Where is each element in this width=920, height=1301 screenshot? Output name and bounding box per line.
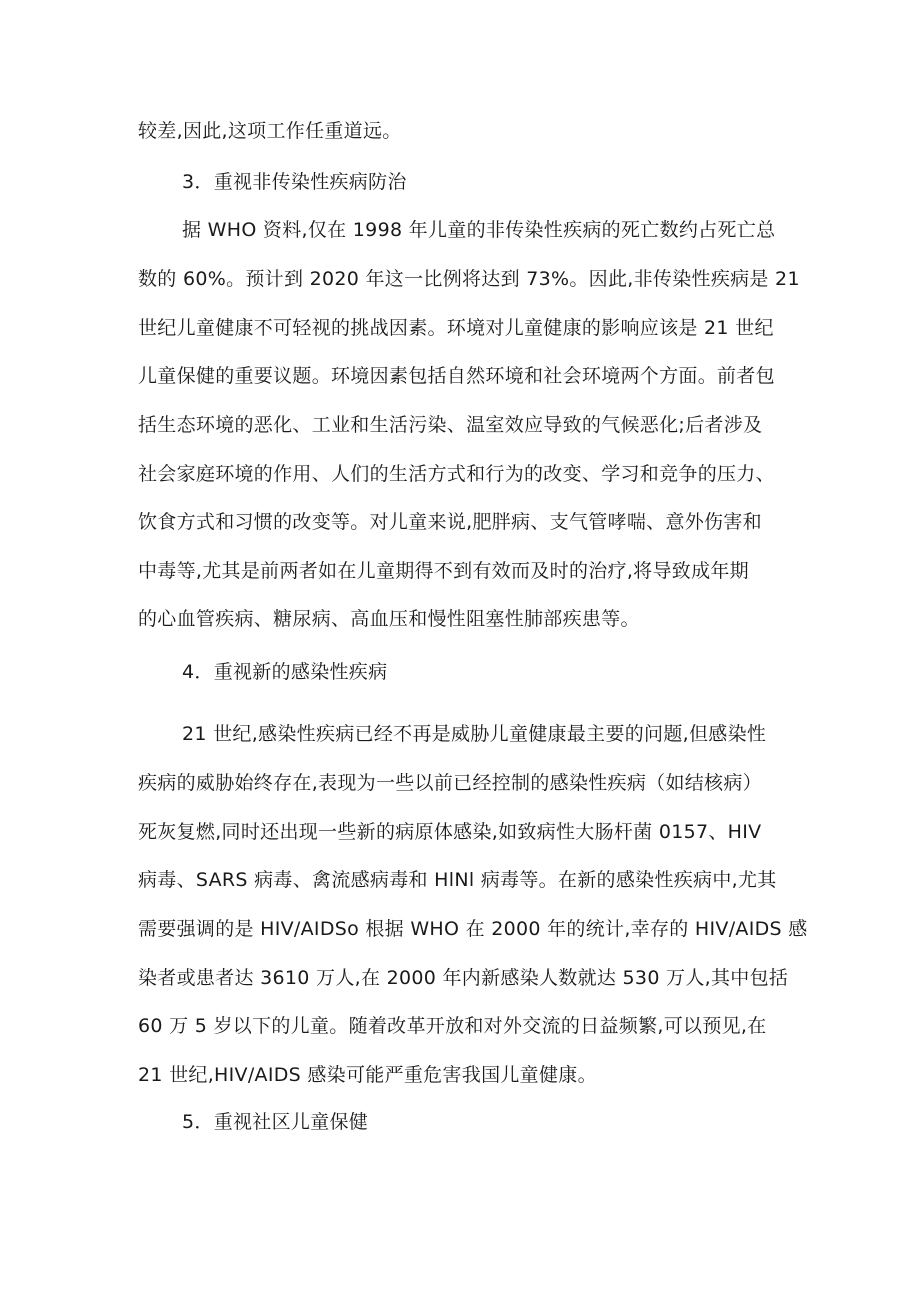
section-3-line: 饮食方式和习惯的改变等。对儿童来说,肥胖病、支气管哮喘、意外伤害和 xyxy=(138,511,762,533)
section-3-line: 数的 60%。预计到 2020 年这一比例将达到 73%。因此,非传染性疾病是 21 xyxy=(138,268,800,290)
section-4-heading: 4．重视新的感染性疾病 xyxy=(182,661,388,683)
section-4-line: 疾病的威胁始终存在,表现为一些以前已经控制的感染性疾病（如结核病） xyxy=(138,772,762,794)
section-4-line: 21 世纪,感染性疾病已经不再是威胁儿童健康最主要的问题,但感染性 xyxy=(182,723,767,745)
section-4-line: 21 世纪,HIV/AIDS 感染可能严重危害我国儿童健康。 xyxy=(138,1064,597,1086)
section-4-line: 病毒、SARS 病毒、禽流感病毒和 HlNl 病毒等。在新的感染性疾病中,尤其 xyxy=(138,869,777,891)
section-3-heading: 3．重视非传染性疾病防治 xyxy=(182,171,407,193)
section-4-line: 60 万 5 岁以下的儿童。随着改革开放和对外交流的日益频繁,可以预见,在 xyxy=(138,1015,767,1037)
section-3-line: 儿童保健的重要议题。环境因素包括自然环境和社会环境两个方面。前者包 xyxy=(138,365,775,387)
section-5-heading: 5．重视社区儿童保健 xyxy=(182,1111,369,1133)
section-3-line: 社会家庭环境的作用、人们的生活方式和行为的改变、学习和竞争的压力、 xyxy=(138,463,775,485)
section-3-line: 的心血管疾病、糖尿病、高血压和慢性阻塞性肺部疾患等。 xyxy=(138,608,640,630)
section-3-line: 括生态环境的恶化、工业和生活污染、温室效应导致的气候恶化;后者涉及 xyxy=(138,414,763,436)
section-4-line: 染者或患者达 3610 万人,在 2000 年内新感染人数就达 530 万人,其中包括 xyxy=(138,967,789,989)
section-4-line: 需要强调的是 HIV/AIDSo 根据 WHO 在 2000 年的统计,幸存的 HIV/AIDS 感 xyxy=(138,918,808,940)
continuation-line: 较差,因此,这项工作任重道远。 xyxy=(138,120,402,142)
section-3-line: 世纪儿童健康不可轻视的挑战因素。环境对儿童健康的影响应该是 21 世纪 xyxy=(138,317,774,339)
section-3-line: 据 WHO 资料,仅在 1998 年儿童的非传染性疾病的死亡数约占死亡总 xyxy=(182,219,776,241)
section-3-line: 中毒等,尤其是前两者如在儿童期得不到有效而及时的治疗,将导致成年期 xyxy=(138,560,749,582)
section-4-line: 死灰复燃,同时还出现一些新的病原体感染,如致病性大肠杆菌 0157、HIV xyxy=(138,821,762,843)
